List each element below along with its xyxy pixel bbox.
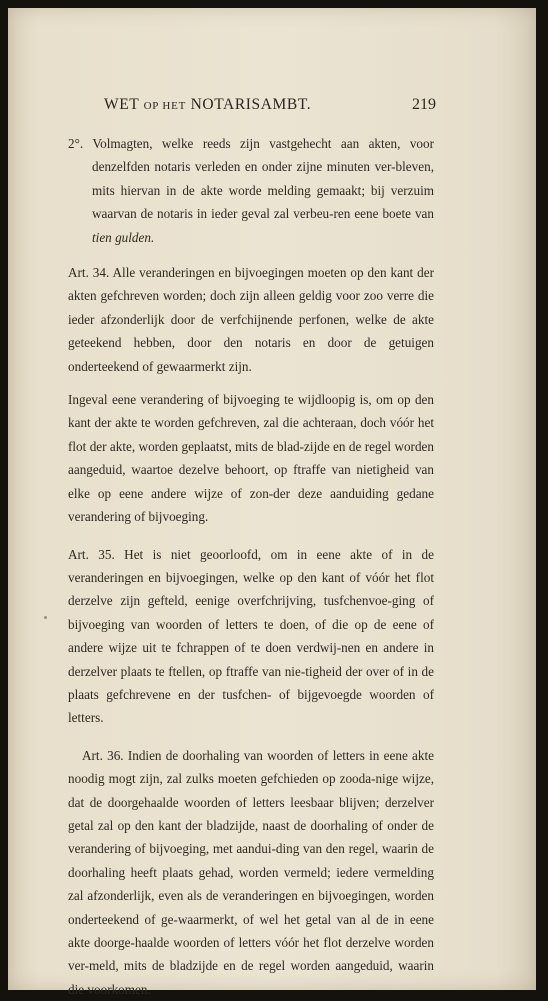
paper-speck — [44, 616, 47, 619]
page-header — [104, 96, 436, 120]
article-34-continuation: Ingeval eene verandering of bijvoeging te wijdloopig is, om op den kant der akte te worden gefchreven, zal die achteraan, doch vóór het flot der akte, worden geplaatst, mits de blad-zijde en de regel worden aangeduid, waartoe dezelve behoort, op ftraffe van nietigheid van elke op eene andere wijze of zon-der deze aanduiding gedane verandering of bijvoeging. — [68, 392, 434, 525]
running-head — [104, 96, 311, 114]
article-34: Art. 34. Alle veranderingen en bijvoegingen moeten op den kant der akten gefchreven worden; doch zijn alleen geldig voor zoo verre die ieder afzonderlijk door de verfchijnende perfonen, welke de akte geteekend hebben, door den notaris en door de getuigen onderteekend of gewaarmerkt zijn. — [68, 265, 434, 374]
running-head-small-caps: OP HET — [143, 100, 187, 112]
paragraph-volmagten-emphasis: tien gulden. — [92, 229, 155, 245]
running-head-part-b: NOTARISAMBT. — [186, 96, 312, 113]
paragraph-volmagten — [68, 132, 434, 249]
article-35: Art. 35. Het is niet geoorloofd, om in eene akte of in de veranderingen en bijvoegingen, welke op den kant of vóór het flot derzelve zijn gefteld, eenige overfchrijving, tusfchenvoe-ging of bijvoeging van woorden of letters te doen, of die op de eene of andere wijze uit te fchrappen of te doen verdwij-nen en andere in derzelver plaats te ftellen, op ftraffe van nie-tigheid der over of in de plaats gefchrevene en der tusfchen- of bijgevoegde woorden of letters. — [68, 546, 434, 726]
paragraph-volmagten-text: 2°. Volmagten, welke reeds zijn vastgehecht aan akten, voor denzelfden notaris verleden en onder zijne minuten ver-bleven, mits hiervan in de akte worde melding gemaakt; bij verzuim waarvan de notaris in ieder geval zal verbeu-ren eene boete van — [68, 136, 434, 222]
body-text — [68, 132, 434, 1001]
article-36: Art. 36. Indien de doorhaling van woorden of letters in eene akte noodig mogt zijn, zal zulks moeten gefchieden op zooda-nige wijze, dat de doorgehaalde woorden of letters leesbaar blijven; derzelver getal zal op den kant der bladzijde, naast de doorhaling of onder de verandering of bijvoeging, met aandui-ding van den regel, waarin de doorhaling heeft plaats gehad, worden vermeld; iedere vermelding zal afzonderlijk, even als de veranderingen en bijvoegingen, worden onderteekend of ge-waarmerkt, of wel het getal van al de in eene akte doorge-haalde woorden of letters vóór het flot derzelve worden ver-meld, mits de bladzijde en de regel worden aangeduid, waarin die voorkomen. — [68, 747, 434, 997]
page-number: 219 — [412, 96, 436, 113]
book-page — [8, 8, 536, 997]
running-head-part-a: WET — [104, 96, 144, 113]
